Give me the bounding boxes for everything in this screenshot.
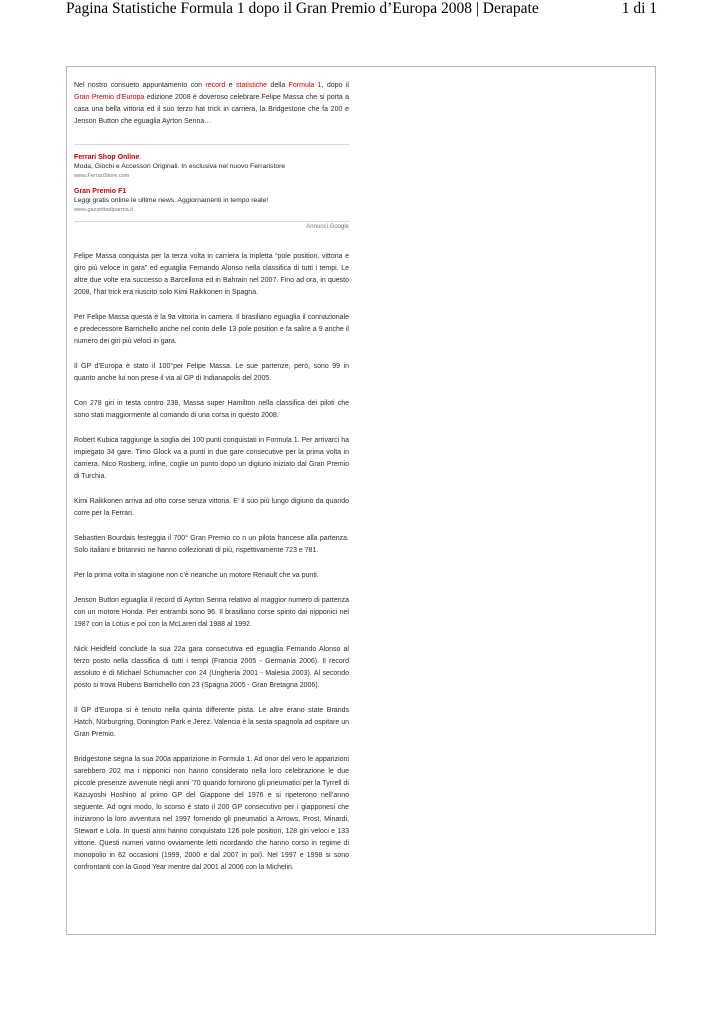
- ad-text: Leggi gratis online le ultime news. Aggiornamenti in tempo reale!: [74, 197, 269, 204]
- record-link[interactable]: record: [205, 82, 226, 89]
- body-paragraph: Jenson Button eguaglia il record di Ayrton Senna relativo al maggior numero di partenza con un motore Honda. Per entrambi sono 96. Il brasiliano corse spinto dai nipponici nel 1987 con la Lotus e poi con la McLaren dal 1988 al 1992.: [74, 597, 349, 628]
- page-title: Pagina Statistiche Formula 1 dopo il Gran Premio d’Europa 2008 | Derapate: [66, 0, 539, 17]
- ad-item[interactable]: [74, 187, 349, 214]
- intro-text: edizione 2008 è doveroso celebrare Felipe Massa che si porta a casa una bella vittoria ed il suo terzo hat trick in carriera, la Bridgestone che fa 200 e Jenson Button che eguaglia Ayrton Senna…: [74, 94, 349, 125]
- intro-text: e: [225, 82, 236, 89]
- body-paragraph: Nick Heidfeld conclude la sua 22a gara consecutiva ed eguaglia Fernando Alonso al terzo posto nella classifica di tutti i tempi (Francia 2005 - Germania 2006). Il record assoluto è di Michael Schumacher con 24 (Ungheria 2001 - Malesia 2003). Al secondo posto si trova Rubens Barrichello con 23 (Spagna 2005 - Gran Bretagna 2006).: [74, 646, 349, 689]
- body-paragraph: Bridgestone segna la sua 200a apparizione in Formula 1. Ad onor del vero le apparizioni sarebbero 202 ma i nipponici non hanno considerato nella loro celebrazione le due piccole presenze avvenute negli anni ’70 quando fornirono gli pneumatici per la Tyrrell di Kazuyoshi Hoshino al primo GP del Giappone del 1976 e si ripeterono nell’anno seguente. Ad ogni modo, lo scorso è stato il 200 GP consecutivo per i giapponesi che iniziarono la loro avventura nel 1997 fornendo gli pneumatici a Arrows, Prost, Minardi, Stewart e Lola. In questi anni hanno conquistato 126 pole position, 128 giri veloci e 133 vittorie. Questi numeri vanno ovviamente letti ricordando che hanno corso in regime di monopolio in 62 occasioni (1999, 2000 e dal 2007 in poi). Nel 1997 e 1998 si sono confrontanti con la Good Year mentre dal 2001 al 2006 con la Michelin.: [74, 756, 349, 871]
- article-column: [74, 80, 349, 887]
- body-paragraph: Il GP d’Europa si è tenuto nella quinta differente pista. Le altre erano state Brands Hatch, Nürburgring, Donington Park e Jerez. Valencia è la sesta spagnola ad ospitare un Gran Premio.: [74, 707, 349, 738]
- ads-block: [74, 144, 349, 231]
- body-paragraph: Sebastien Bourdais festeggia il 700° Gran Premio co n un pilota francese alla partenza. Solo italiani e britannici ne hanno collezionati di più, rispettivamente 723 e 781.: [74, 535, 349, 554]
- formula1-link[interactable]: Formula 1: [288, 82, 322, 89]
- intro-text: della: [267, 82, 289, 89]
- body-paragraph: Felipe Massa conquista per la terza volta in carriera la tripletta “pole position, vittoria e giro più veloce in gara” ed eguaglia Fernando Alonso nella classifica di tutti i tempi. Le altre due volte era successo a Barcellona ed in Bahrain nel 2007. Fino ad ora, in questo 2008, l’hat trick era riuscito solo Kimi Raikkonen in Spagna.: [74, 253, 349, 296]
- body-paragraph: Con 278 giri in testa contro 238, Massa super Hamilton nella classifica dei piloti che sono stati maggiormente al comando di una corsa in questo 2008.: [74, 400, 349, 419]
- article-frame: [66, 66, 656, 935]
- article-body: [74, 251, 349, 874]
- print-header: [0, 0, 724, 20]
- body-paragraph: Kimi Raikkonen arriva ad otto corse senza vittoria. E’ il suo più lungo digiuno da quando corre per la Ferrari.: [74, 498, 349, 517]
- intro-text: Nel nostro consueto appuntamento con: [74, 82, 206, 89]
- body-paragraph: Il GP d’Europa è stato il 100°per Felipe Massa. Le sue partenze, però, sono 99 in quanto anche lui non prese il via al GP di Indianapolis del 2005.: [74, 363, 349, 382]
- page-number: 1 di 1: [621, 0, 657, 17]
- body-paragraph: Per Felipe Massa questa è la 9a vittoria in carriera. Il brasiliano eguaglia il connazionale e predecessore Barrichello anche nel conto delle 13 pole position e fa salire a 9 anche il numero dei giri più veloci in gara.: [74, 314, 349, 345]
- statistiche-link[interactable]: statistiche: [235, 82, 268, 89]
- ad-text: Moda, Giochi e Accessori Originali. In esclusiva nel nuovo Ferraristore: [74, 163, 286, 170]
- intro-text: , dopo il: [321, 82, 349, 89]
- gran-premio-link[interactable]: Gran Premio d’Europa: [74, 94, 145, 101]
- body-paragraph: Robert Kubica raggiunge la soglia dei 100 punti conquistati in Formula 1. Per arrivarci ha impiegato 34 gare. Timo Glock va a punti in due gare consecutive per la prima volta in carriera. Nico Rosberg, infine, coglie un punto dopo un digiuno iniziato dal Gran Premio di Turchia.: [74, 437, 349, 480]
- body-paragraph: Per la prima volta in stagione non c’è neanche un motore Renault che va punti.: [74, 572, 319, 579]
- ad-title[interactable]: Gran Premio F1: [74, 188, 127, 195]
- ads-attribution[interactable]: Annunci Google: [74, 221, 349, 231]
- ad-url[interactable]: www.FerrariStore.com: [74, 173, 130, 179]
- ad-title[interactable]: Ferrari Shop Online: [74, 154, 140, 161]
- ad-item[interactable]: [74, 153, 349, 180]
- intro-paragraph: [74, 80, 349, 128]
- ad-url[interactable]: www.gazzettadiparma.it: [74, 207, 134, 213]
